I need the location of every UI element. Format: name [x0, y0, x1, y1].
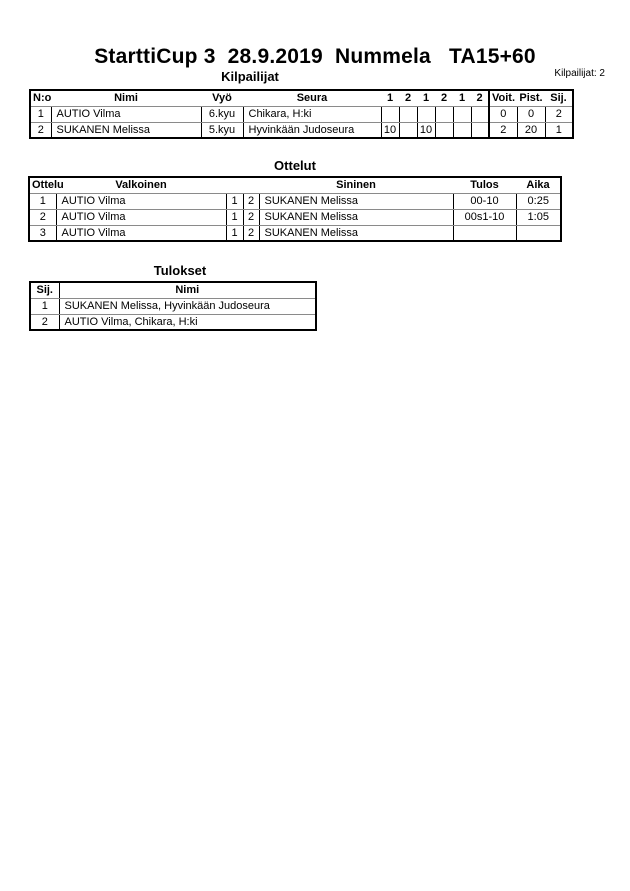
section-heading-ottelut: Ottelut: [274, 158, 316, 173]
col-header-tulos: Tulos: [453, 177, 516, 193]
cell-white-number: 1: [226, 209, 243, 225]
section-heading-tulokset: Tulokset: [153, 263, 207, 278]
col-header-pist: Pist.: [517, 90, 545, 106]
cell-score1: [381, 106, 399, 122]
cell-pist: 20: [517, 122, 545, 138]
page-title: StarttiCup 3 28.9.2019 Nummela TA15+60: [94, 45, 536, 68]
cell-nimi: SUKANEN Melissa: [51, 122, 201, 138]
table-row: [30, 298, 316, 314]
cell-score4: [435, 122, 453, 138]
cell-valkoinen: AUTIO Vilma: [56, 225, 226, 241]
cell-score5: [453, 106, 471, 122]
table-row: [29, 193, 561, 209]
cell-seura: Chikara, H:ki: [243, 106, 381, 122]
table-header-row: [30, 282, 316, 298]
table-row: [29, 225, 561, 241]
col-header-score3: 1: [417, 90, 435, 106]
cell-blue-number: 2: [243, 193, 259, 209]
col-header-vyo: Vyö: [201, 90, 243, 106]
cell-score1: 10: [381, 122, 399, 138]
cell-score2: [399, 106, 417, 122]
cell-tulos: 00s1-10: [453, 209, 516, 225]
cell-vyo: 6.kyu: [201, 106, 243, 122]
col-header-blank1: [226, 177, 243, 193]
cell-blue-number: 2: [243, 225, 259, 241]
table-header-row: [30, 90, 573, 106]
cell-ottelu: 2: [29, 209, 56, 225]
competitors-table: [29, 89, 574, 139]
cell-nimi: AUTIO Vilma, Chikara, H:ki: [64, 315, 198, 328]
cell-tulos: 00-10: [453, 193, 516, 209]
cell-sininen: SUKANEN Melissa: [259, 225, 453, 241]
cell-tulos: [453, 225, 516, 241]
cell-score3: 10: [417, 122, 435, 138]
col-header-score4: 2: [435, 90, 453, 106]
table-header-row: [29, 177, 561, 193]
cell-sij: 2: [30, 314, 59, 330]
cell-sij: 2: [545, 106, 573, 122]
col-header-score5: 1: [453, 90, 471, 106]
cell-aika: [516, 225, 561, 241]
cell-seura: Hyvinkään Judoseura: [243, 122, 381, 138]
cell-aika: 0:25: [516, 193, 561, 209]
col-header-score6: 2: [471, 90, 489, 106]
table-row: [29, 209, 561, 225]
cell-ottelu: 1: [29, 193, 56, 209]
col-header-sininen: Sininen: [259, 177, 453, 193]
cell-no: 2: [30, 122, 51, 138]
cell-score5: [453, 122, 471, 138]
cell-score4: [435, 106, 453, 122]
col-header-seura: Seura: [243, 90, 381, 106]
cell-sij: 1: [555, 123, 562, 136]
results-table: [29, 281, 317, 331]
cell-valkoinen: AUTIO Vilma: [56, 209, 226, 225]
table-row: [30, 314, 316, 330]
section-heading-kilpailijat: Kilpailijat: [221, 69, 279, 84]
cell-score2: [399, 122, 417, 138]
cell-aika: 1:05: [516, 209, 561, 225]
cell-sininen: SUKANEN Melissa: [259, 209, 453, 225]
col-header-score2: 2: [399, 90, 417, 106]
cell-voit: 0: [489, 106, 517, 122]
cell-score6: [471, 122, 489, 138]
cell-sij: 1: [30, 298, 59, 314]
cell-white-number: 1: [226, 225, 243, 241]
col-header-sij: Sij.: [545, 90, 573, 106]
cell-blue-number: 2: [243, 209, 259, 225]
cell-vyo: 5.kyu: [201, 122, 243, 138]
col-header-nimi: Nimi: [59, 282, 316, 298]
cell-pist: 0: [517, 106, 545, 122]
cell-no: 1: [30, 106, 51, 122]
cell-voit: 2: [489, 122, 517, 138]
cell-nimi: AUTIO Vilma: [51, 106, 201, 122]
col-header-nimi: Nimi: [51, 90, 201, 106]
cell-sininen: SUKANEN Melissa: [259, 193, 453, 209]
col-header-aika: Aika: [516, 177, 561, 193]
col-header-blank2: [243, 177, 259, 193]
cell-score3: [417, 106, 435, 122]
table-row: [30, 106, 573, 122]
cell-white-number: 1: [226, 193, 243, 209]
col-header-score1: 1: [381, 90, 399, 106]
col-header-sij: Sij.: [30, 282, 59, 298]
matches-table: [28, 176, 562, 242]
cell-score6: [471, 106, 489, 122]
col-header-ottelu: Ottelu: [29, 177, 56, 193]
col-header-valkoinen: Valkoinen: [56, 177, 226, 193]
table-row: [30, 122, 573, 138]
col-header-no: N:o: [30, 90, 51, 106]
cell-valkoinen: AUTIO Vilma: [56, 193, 226, 209]
col-header-voit: Voit.: [489, 90, 517, 106]
cell-nimi: SUKANEN Melissa, Hyvinkään Judoseura: [59, 298, 316, 314]
competitor-count-label: Kilpailijat: 2: [554, 68, 605, 79]
cell-ottelu: 3: [29, 225, 56, 241]
